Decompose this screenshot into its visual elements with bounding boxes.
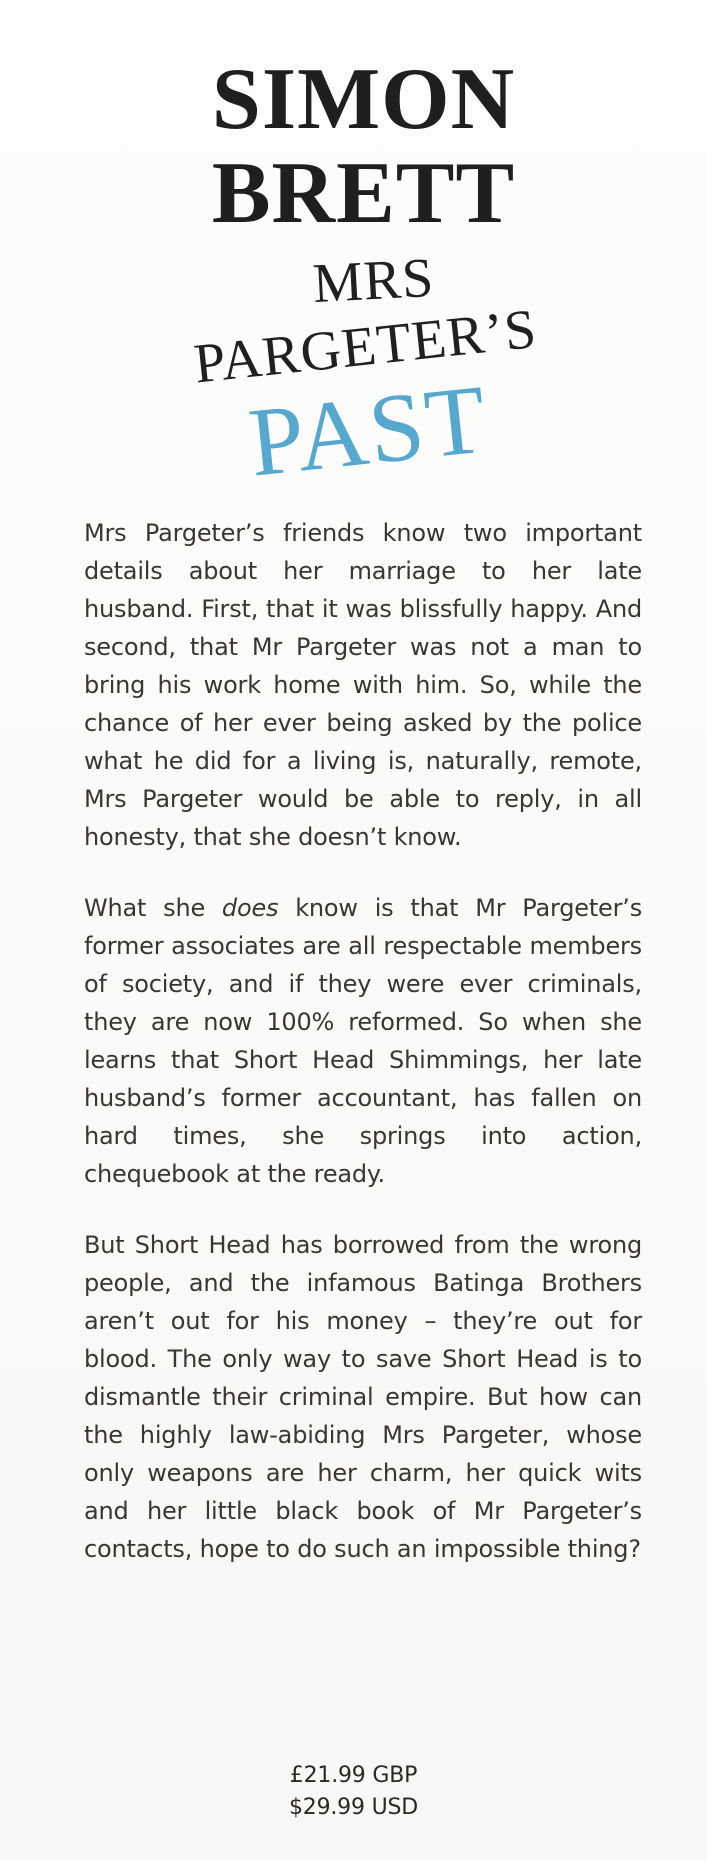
blurb-paragraph-2	[84, 889, 642, 1193]
book-title-line3: PAST	[244, 365, 493, 498]
author-name-line2: BRETT	[211, 145, 516, 242]
blurb-paragraph-2-post: know is that Mr Pargeter’s former associates are all respectable members of society, and if they were ever criminals, they are now 100% reformed. So when she learns that Short Head Shimmings, her late husband’s former accountant, has fallen on hard times, she springs into action, chequebook at the ready.	[84, 894, 642, 1188]
author-name-line1: SIMON	[211, 51, 516, 148]
blurb-paragraph-2-pre: What she	[84, 894, 222, 922]
blurb-paragraph-2-emphasis: does	[221, 894, 279, 922]
price-gbp: £21.99 GBP	[289, 1763, 418, 1788]
price-block	[0, 1760, 707, 1824]
blurb-paragraph-1: Mrs Pargeter’s friends know two important details about her marriage to her late husband. First, that it was blissfully happy. And second, that Mr Pargeter was not a man to bring his work home with him. So, while the chance of her ever being asked by the police what he did for a living is, naturally, remote, Mrs Pargeter would be able to reply, in all honesty, that she doesn’t know.	[84, 519, 642, 851]
blurb	[84, 514, 642, 1601]
blurb-paragraph-3: But Short Head has borrowed from the wrong people, and the infamous Batinga Brothers aren’t out for his money – they’re out for blood. The only way to save Short Head is to dismantle their criminal empire. But how can the highly law-abiding Mrs Pargeter, whose only weapons are her charm, her quick wits and her little black book of Mr Pargeter’s contacts, hope to do such an impossible thing?	[84, 1231, 642, 1563]
price-usd: $29.99 USD	[289, 1795, 418, 1820]
book-title-line1: MRS	[311, 246, 436, 316]
title-block	[0, 28, 707, 498]
book-title-line2: PARGETER’S	[191, 297, 540, 396]
